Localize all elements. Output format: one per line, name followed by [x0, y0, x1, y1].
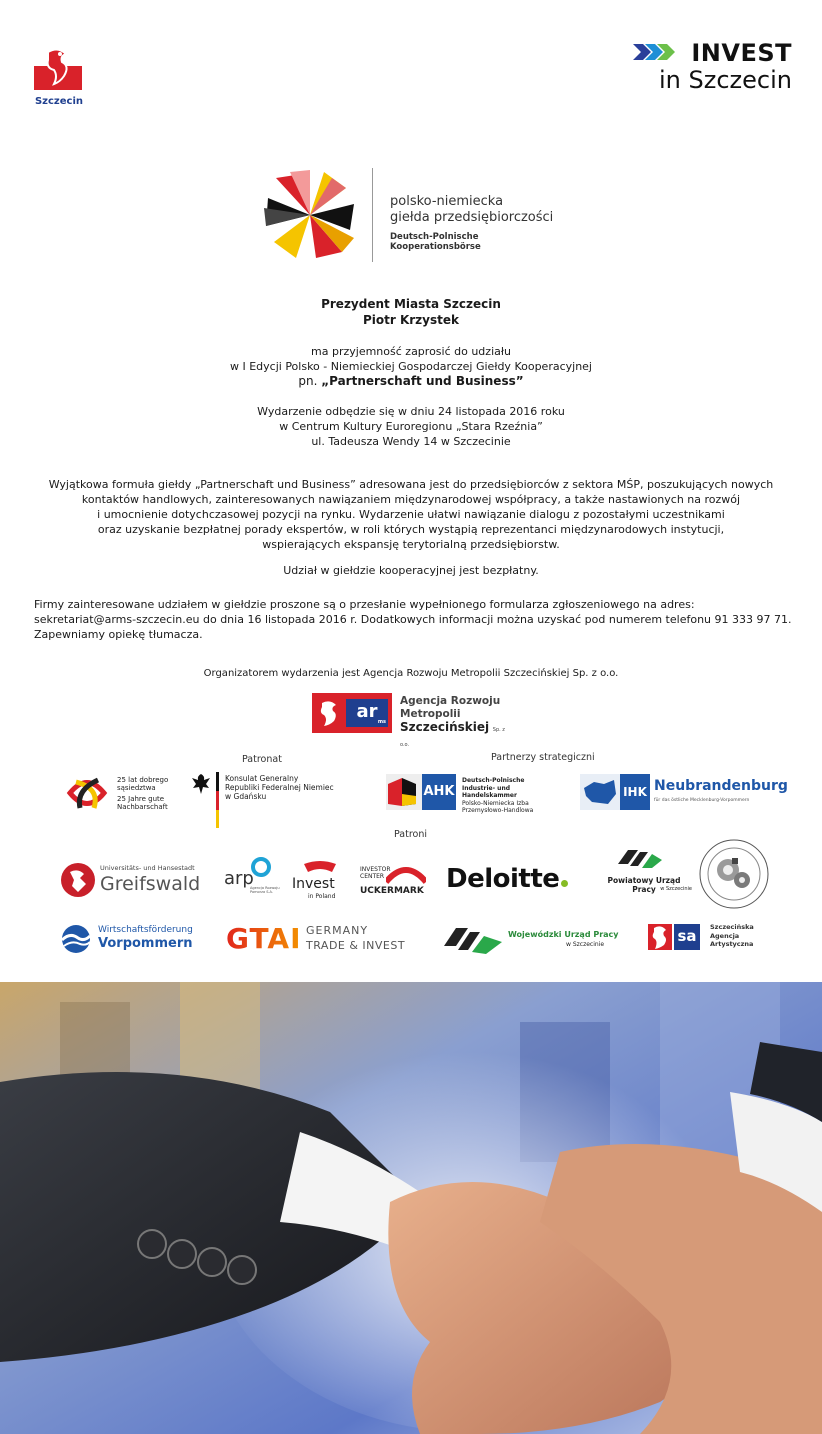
saa-line3: Artystyczna	[710, 940, 754, 948]
chevrons-icon	[633, 41, 687, 67]
arms-suffix: Sp. z o.o.	[400, 727, 505, 748]
description-line: oraz uzyskanie bezpłatnej porady ekspertów, w roli których wystąpią reprezentanci międzynarodowych instytucji,	[97, 523, 725, 536]
saa-line1: Szczecińska	[710, 923, 754, 931]
wup-line2: w Szczecinie	[566, 941, 605, 948]
uckermark-logo[interactable]	[360, 862, 430, 900]
organizer-text: Organizatorem wydarzenia jest Agencja Rozwoju Metropolii Szczecińskiej Sp. z o.o.	[203, 668, 619, 679]
uckermark-line1: INVESTOR	[360, 866, 391, 873]
invest-pl-line1: Invest	[292, 876, 335, 892]
konsulat-logo[interactable]	[190, 772, 350, 830]
arrows-icon	[618, 846, 662, 870]
pup-line1: Powiatowy Urząd Pracy	[607, 876, 681, 894]
pup-logo[interactable]	[596, 846, 692, 898]
event-name: „Partnerschaft und Business”	[321, 374, 524, 388]
gtai-logo[interactable]	[226, 922, 416, 956]
venue-line2: w Centrum Kultury Euroregionu „Stara Rzeźnia”	[279, 420, 543, 433]
free-note-text: Udział w giełdzie kooperacyjnej jest bezpłatny.	[283, 564, 539, 577]
arrows-icon	[444, 924, 502, 954]
ahk-line3: Polsko-Niemiecka Izba	[462, 799, 529, 807]
flags-icon	[386, 774, 422, 810]
description-line: wspierających ekspansję terytorialną przedsiębiorstw.	[262, 538, 560, 551]
arms-line1: Agencja Rozwoju	[400, 695, 501, 707]
invitation-line2: w I Edycji Polsko - Niemieckiej Gospodarczej Giełdy Kooperacyjnej	[229, 360, 592, 373]
arms-mark: ar	[356, 701, 378, 722]
event-logo-line1: polsko-niemiecka	[390, 194, 504, 209]
konsulat-line1: Konsulat Generalny	[225, 774, 299, 783]
anniversary-logo[interactable]	[64, 770, 174, 816]
deloitte-mark: Deloitte	[446, 864, 560, 894]
deloitte-logo[interactable]	[446, 864, 586, 898]
description-line: kontaktów handlowych, zainteresowanych nawiązaniem międzynarodowej współpracy, a także nastawionych na rozwój	[81, 493, 741, 506]
handshake-photo	[0, 982, 822, 1434]
greifswald-name: Greifswald	[100, 873, 201, 895]
event-logo-line2: giełda przedsiębiorczości	[390, 210, 554, 225]
pup-line2: w Szczecinie	[660, 886, 692, 892]
invest-in-poland-logo[interactable]	[290, 860, 350, 902]
invest-pl-line2: in Poland	[308, 893, 336, 900]
saa-griffin-icon	[648, 924, 672, 950]
description-line: Wyjątkowa formuła giełdy „Partnerschaft und Business” adresowana jest do przedsiębiorców z sektora MŚP, poszukujących nowych	[48, 478, 774, 491]
ihk-name: Neubrandenburg	[654, 778, 788, 794]
organizer-note	[0, 666, 822, 681]
saa-line2: Agencja	[710, 931, 740, 940]
flag-swoosh-icon	[304, 860, 336, 874]
konsulat-line2: Republiki Federalnej Niemiec	[225, 783, 334, 792]
contact-line: Firmy zainteresowane udziałem w giełdzie proszone są o przesłanie wypełnionego formularza zgłoszeniowego na adres:	[34, 598, 695, 611]
ahk-line1: Deutsch-Polnische	[462, 777, 525, 784]
invitation-block	[0, 344, 822, 389]
vorpommern-logo[interactable]	[60, 922, 202, 956]
arc-icon	[386, 864, 426, 884]
uckermark-line3: UCKERMARK	[360, 886, 424, 896]
contact-block	[34, 597, 794, 642]
ihk-sub: für das östliche Mecklenburg-Vorpommern	[654, 798, 750, 803]
globe-wave-icon	[60, 924, 92, 954]
saa-logo[interactable]	[648, 922, 770, 956]
venue-line3: ul. Tadeusza Wendy 14 w Szczecinie	[311, 435, 511, 448]
arp-logo[interactable]	[222, 856, 282, 902]
host-name: Piotr Krzystek	[362, 313, 459, 327]
event-logo-line3: Deutsch-Polnische Kooperationsbörse	[390, 232, 481, 252]
host-block	[0, 296, 822, 328]
griffin-icon	[316, 699, 342, 727]
gtai-mark: GTAI	[226, 922, 302, 955]
gear-seal-icon	[698, 838, 770, 910]
ihk-logo[interactable]	[580, 774, 788, 810]
contact-line: Zapewniamy opiekę tłumacza.	[34, 628, 203, 641]
invitation-line1: ma przyjemność zaprosić do udziału	[311, 345, 511, 358]
saa-mark: sa	[674, 924, 700, 950]
description-line: i umocnienie dotychczasowej pozycji na rynku. Wydarzenie ułatwi nawiązanie dialogu z pozostałymi uczestnikami	[97, 508, 725, 521]
arp-mark: arp	[224, 868, 254, 889]
uckermark-line2: CENTER	[360, 873, 385, 880]
seal-logo[interactable]	[698, 838, 770, 910]
anniv-line3: 25 Jahre gute	[117, 795, 165, 803]
ahk-logo[interactable]	[386, 774, 556, 814]
venue-line1: Wydarzenie odbędzie się w dniu 24 listopada 2016 roku	[257, 405, 565, 418]
vorpommern-line1: Wirtschaftsförderung	[98, 925, 193, 935]
greifswald-crest-icon	[60, 862, 96, 898]
ahk-line4: Przemysłowo-Handlowa	[462, 807, 534, 814]
ihk-mark: IHK	[620, 774, 650, 810]
anniv-line1: 25 lat dobrego	[117, 776, 169, 784]
szczecin-city-logo[interactable]	[34, 42, 84, 107]
arms-ms: ms	[377, 719, 386, 725]
pinwheel-icon	[262, 168, 358, 262]
gtai-line2: TRADE & INVEST	[306, 939, 406, 952]
gtai-line1: GERMANY	[306, 924, 369, 937]
description-block	[0, 477, 822, 552]
arms-line3: Szczecińskiej	[400, 720, 490, 734]
greifswald-sub: Universitäts- und Hansestadt	[100, 864, 195, 872]
event-logo	[262, 168, 572, 262]
invest-word: INVEST	[691, 39, 792, 67]
griffin-icon	[34, 42, 82, 90]
deloitte-dot-icon	[561, 880, 568, 887]
event-name-prefix: pn.	[298, 374, 322, 388]
arp-sub: Agencja Rozwoju Pomorza S.A.	[250, 886, 280, 894]
eagle-icon	[190, 772, 212, 796]
city-logo-text: Szczecin	[34, 96, 84, 107]
konsulat-line3: w Gdańsku	[225, 792, 267, 801]
partners-label: Partnerzy strategiczni	[491, 752, 595, 763]
map-icon	[580, 774, 620, 810]
patronat-label: Patronat	[242, 754, 282, 765]
contact-line-email[interactable]: sekretariat@arms-szczecin.eu do dnia 16 listopada 2016 r. Dodatkowych informacji można uzyskać pod numerem telefonu 91 333 97 71.	[34, 613, 792, 626]
arms-logo[interactable]	[312, 693, 512, 748]
ahk-mark: AHK	[422, 774, 456, 810]
wup-line1: Wojewódzki Urząd Pracy	[508, 930, 619, 939]
invest-in-szczecin-logo[interactable]	[632, 40, 792, 93]
anniv-line4: Nachbarschaft	[117, 803, 168, 811]
arms-line2: Metropolii	[400, 708, 461, 720]
invitation-line3	[0, 374, 822, 389]
invest-city: in Szczecin	[659, 66, 792, 94]
host-title: Prezydent Miasta Szczecin	[321, 297, 501, 311]
patroni-label: Patroni	[394, 829, 428, 840]
vorpommern-line2: Vorpommern	[98, 936, 193, 951]
anniv-line2: sąsiedztwa	[117, 784, 156, 792]
venue-block	[0, 404, 822, 449]
wup-logo[interactable]	[444, 922, 624, 956]
handshake-illustration	[0, 982, 822, 1434]
ahk-line2: Industrie- und Handelskammer	[462, 784, 517, 799]
greifswald-logo[interactable]	[60, 860, 202, 900]
free-note	[0, 563, 822, 578]
knot-icon	[64, 770, 110, 816]
